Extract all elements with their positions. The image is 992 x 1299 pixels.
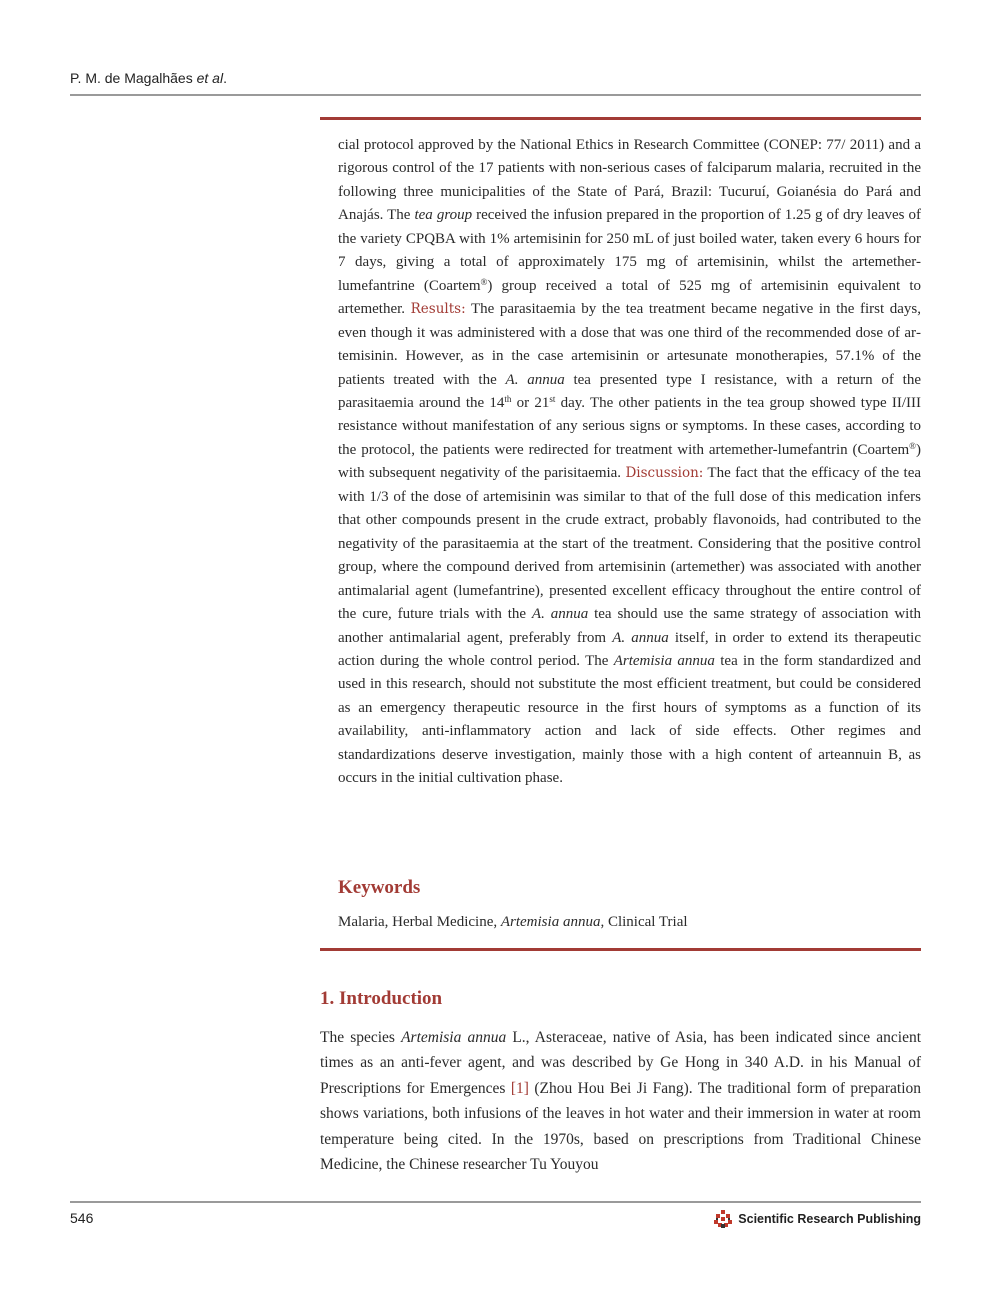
abstract-text: ) group received a total of 525 mg of artemisinin equivalent to artemether.	[338, 277, 922, 318]
author-names: P. M. de Magalhães	[70, 70, 193, 86]
abstract-text: received the infusion prepared in the proportion of 1.25 g of dry leaves of the variety CPQBA with 1% artemisinin for 250 mL of just boiled water, taken every 6 hours for 7 days, giving a total of approximately 175 mg of artemisinin, whilst the artemether-lumefantrine (Coartem	[338, 207, 922, 294]
srp-logo-icon	[713, 1209, 733, 1229]
footer-rule	[70, 1201, 921, 1203]
et-al: et al	[196, 70, 224, 86]
tea-group-term: tea group	[414, 207, 473, 224]
intro-text: (Zhou Hou Bei Ji Fang). The traditional form of preparation shows variations, both infusions of the leaves in hot water and their immersion in water at room temperature being cited. In the 1970s, based on prescriptions from Traditional Chinese Medicine, the Chinese researcher Tu Youyou	[320, 1079, 922, 1174]
publisher-name: Scientific Research Publishing	[738, 1212, 921, 1226]
abstract-body	[338, 134, 921, 791]
species-abbrev: A. annua	[531, 606, 589, 623]
abstract-text: ) with subsequent negativity of the parisitaemia.	[338, 441, 921, 482]
header-rule	[70, 94, 921, 96]
results-label: Results:	[410, 301, 466, 318]
abstract-text: tea presented type I resistance, with a return of the parasitaemia around the 14	[338, 371, 922, 411]
keywords-heading: Keywords	[338, 877, 421, 898]
intro-text: L., Asteraceae, native of Asia, has been indicated since ancient times as an anti-fever agent, and was described by Ge Hong in 340 A.D. in his Manual of Prescriptions for Emergences	[320, 1029, 922, 1097]
abstract-text: itself, in order to extend its therapeutic action during the whole control period. The	[338, 629, 921, 669]
page-number: 546	[70, 1210, 94, 1226]
introduction-body	[320, 1025, 921, 1177]
abstract-text: The parasitaemia by the tea treatment became negative in the first days, even though it was administered with a dose that was one third of the recommended dose of artemisinin. However, as in the case artemisinin or artesunate monotherapies, 57.1% of the patients treated with the	[338, 301, 922, 388]
running-head-period: .	[223, 70, 227, 86]
citation-link[interactable]: [1]	[510, 1079, 529, 1097]
discussion-label: Discussion:	[625, 465, 704, 482]
keywords-list	[338, 911, 921, 933]
keywords-text: , Clinical Trial	[600, 914, 688, 930]
species-name: Artemisia annua	[613, 652, 715, 669]
keywords-text: Malaria, Herbal Medicine,	[338, 914, 501, 930]
abstract-text: day. The other patients in the tea group showed type II/III resistance without manifestation of any serious signs or symptoms. In these cases, according to the protocol, the patients were redirected for treatment with artemether-lumefantrin (Coartem	[338, 394, 921, 458]
species-abbrev: A. annua	[505, 371, 565, 388]
keywords-species: Artemisia annua	[500, 914, 601, 930]
ordinal-sup: th	[504, 393, 512, 404]
abstract-text: tea should use the same strategy of association with another antimalarial agent, preferably from	[338, 606, 921, 646]
running-head	[70, 70, 227, 86]
ordinal-sup: st	[549, 393, 556, 404]
intro-text: The species	[320, 1029, 402, 1046]
registered-mark: ®	[909, 440, 916, 451]
species-name: Artemisia annua	[401, 1029, 507, 1046]
species-abbrev: A. annua	[612, 629, 669, 646]
abstract-text: or 21	[511, 394, 550, 411]
abstract-top-rule	[320, 117, 921, 120]
publisher-logo	[713, 1209, 921, 1229]
introduction-heading: 1. Introduction	[320, 988, 443, 1009]
abstract-text: The fact that the efficacy of the tea with 1/3 of the dose of artemisinin was similar to that of the full dose of this medication infers that other compounds present in the crude extract, probably flavonoids, had contributed to the negativity of the parasitaemia at the start of the treatment. Considering that the positive control group, where the compound derived from artemisinin (artemether) was associated with another antimalarial agent (lumefantrine), presented excellent efficacy throughout the entire control of the cure, future trials with the	[338, 465, 922, 623]
abstract-text: cial protocol approved by the National Ethics in Research Committee (CONEP: 77/ 2011) and a rigorous control of the 17 patients with non-serious cases of falciparum malaria, recruited in the following three municipalities of the State of Pará, Brazil: Tucuruí, Goianésia do Pará and Anajás. The	[338, 137, 921, 224]
abstract-text: tea in the form standardized and used in this research, should not substitute the most efficient treatment, but could be considered as an emergency therapeutic resource in the first hours of symptoms as a function of its availability, anti-inflammatory action and lack of side effects. Other regimes and standardizations deserve investigation, mainly those with a high content of arteannuin B, as occurs in the initial cultivation phase.	[338, 652, 921, 787]
registered-mark: ®	[480, 276, 488, 287]
abstract-bottom-rule	[320, 948, 921, 951]
